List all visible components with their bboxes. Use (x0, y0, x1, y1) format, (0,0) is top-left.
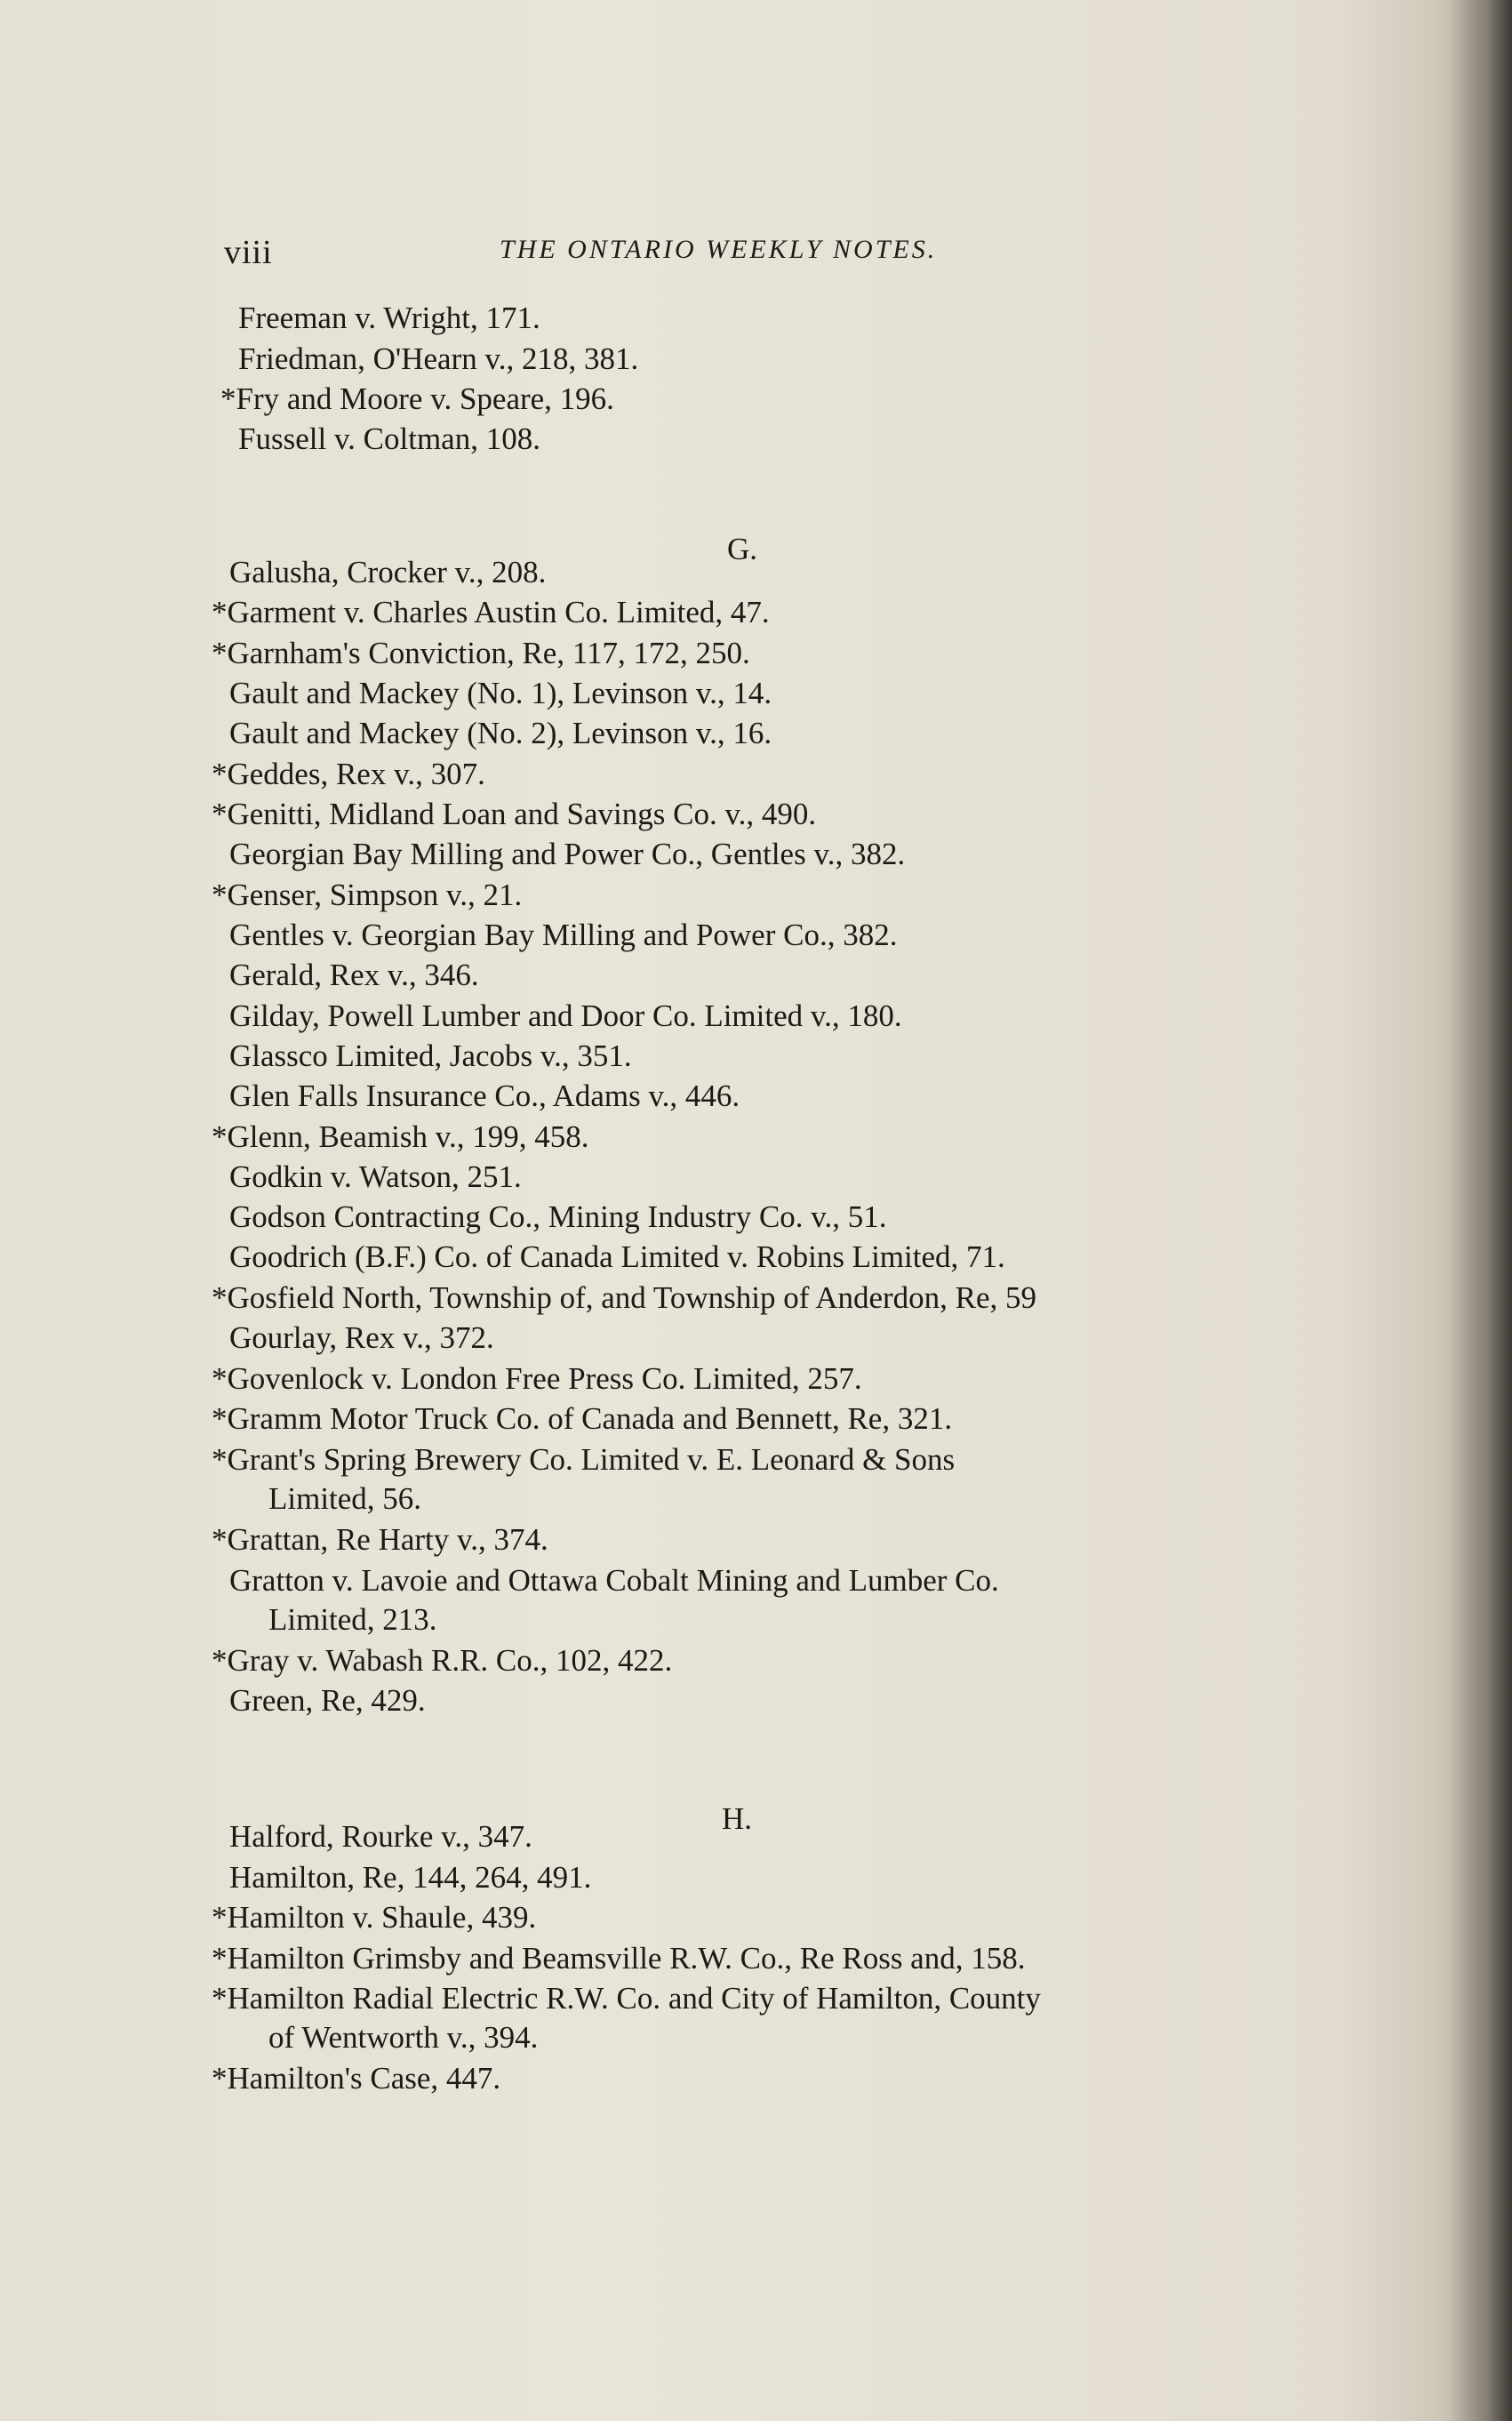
asterisk-mark: * (212, 878, 228, 912)
entry-line (229, 1563, 999, 1598)
index-entry (229, 1858, 591, 1897)
index-entry (229, 835, 905, 874)
entry-line (238, 341, 638, 376)
entry-text: Garment v. Charles Austin Co. Limited, 47. (227, 595, 770, 629)
entry-text: Grattan, Re Harty v., 374. (227, 1522, 548, 1557)
entry-line (229, 1038, 632, 1073)
entry-text: Godson Contracting Co., Mining Industry Co. v., 51. (229, 1199, 887, 1234)
entry-text: Godkin v. Watson, 251. (229, 1159, 522, 1194)
index-entry (229, 956, 479, 995)
asterisk-mark: * (212, 1981, 228, 2016)
entry-text: Gramm Motor Truck Co. of Canada and Bennett, Re, 321. (227, 1401, 953, 1436)
asterisk-mark: * (212, 1442, 228, 1477)
entry-line (229, 676, 772, 710)
asterisk-mark: * (212, 757, 228, 791)
entry-text: Gourlay, Rex v., 372. (229, 1320, 494, 1355)
entry-line (212, 1900, 536, 1935)
section-letter-g: G. (727, 532, 758, 566)
entry-line (212, 636, 750, 670)
entry-text: Hamilton Grimsby and Beamsville R.W. Co., Re Ross and, 158. (227, 1941, 1026, 1976)
asterisk-mark: * (212, 2061, 228, 2096)
index-entry (212, 1399, 952, 1439)
page-header (224, 233, 1273, 277)
entry-text: Fussell v. Coltman, 108. (238, 421, 540, 456)
entry-line (229, 837, 905, 871)
entry-line (229, 1819, 532, 1854)
index-entry (229, 674, 772, 713)
index-entry (212, 876, 522, 915)
index-entry (212, 1939, 1025, 1978)
entry-line (229, 958, 479, 992)
entry-line (229, 1159, 522, 1194)
asterisk-mark: * (212, 1361, 228, 1396)
entry-line (212, 878, 522, 912)
entry-text: Georgian Bay Milling and Power Co., Gentles v., 382. (229, 837, 906, 871)
entry-text: Green, Re, 429. (229, 1683, 426, 1718)
index-entry (212, 1520, 548, 1559)
asterisk-mark: * (212, 636, 228, 670)
entry-line (212, 1280, 1036, 1315)
entry-line (229, 1860, 591, 1895)
index-entry (229, 1319, 494, 1358)
index-entry (229, 1198, 887, 1237)
index-entry (212, 634, 750, 673)
index-entry (238, 340, 638, 379)
index-entry (229, 1238, 1005, 1277)
entry-text: Hamilton v. Shaule, 439. (227, 1900, 537, 1935)
entry-text: Gault and Mackey (No. 1), Levinson v., 14. (229, 676, 772, 710)
entry-text: Gray v. Wabash R.R. Co., 102, 422. (227, 1643, 673, 1678)
entry-line (212, 1361, 862, 1396)
entry-text: Geddes, Rex v., 307. (227, 757, 485, 791)
index-entry (212, 2059, 500, 2098)
entry-line (212, 757, 485, 791)
entry-text: Glen Falls Insurance Co., Adams v., 446. (229, 1078, 740, 1113)
index-entry (229, 1817, 532, 1856)
index-entry (229, 1681, 426, 1720)
entry-text: Goodrich (B.F.) Co. of Canada Limited v. Robins Limited, 71. (229, 1239, 1005, 1274)
entry-continuation: Limited, 56. (268, 1481, 422, 1516)
entry-line (229, 555, 546, 589)
entry-line (220, 381, 614, 416)
index-entry (238, 420, 540, 459)
spine-shadow (1450, 0, 1512, 2421)
asterisk-mark: * (212, 1522, 228, 1557)
entry-text: Gerald, Rex v., 346. (229, 958, 479, 992)
index-entry (212, 1359, 862, 1399)
entry-line (229, 998, 902, 1033)
index-entry (212, 1279, 1036, 1318)
index-entry (229, 916, 897, 955)
index-entry (229, 1561, 999, 1639)
index-entry (212, 1979, 1041, 2057)
entry-line (212, 1981, 1041, 2016)
entry-line (229, 1239, 1005, 1274)
entry-text: Fry and Moore v. Speare, 196. (236, 381, 614, 416)
section-letter-h: H. (722, 1801, 753, 1836)
entry-text: Gault and Mackey (No. 2), Levinson v., 16. (229, 716, 772, 750)
entry-text: Genitti, Midland Loan and Savings Co. v., 490. (227, 797, 817, 831)
entry-line (212, 1401, 952, 1436)
asterisk-mark: * (212, 595, 228, 629)
asterisk-mark: * (212, 1941, 228, 1976)
asterisk-mark: * (220, 381, 236, 416)
index-entry (229, 1158, 522, 1197)
index-entry (238, 299, 540, 338)
page-number: viii (224, 234, 273, 271)
entry-continuation: Limited, 213. (268, 1602, 437, 1637)
index-entry (212, 1118, 589, 1157)
entry-text: Grant's Spring Brewery Co. Limited v. E. Leonard & Sons (227, 1442, 956, 1477)
entry-text: Hamilton, Re, 144, 264, 491. (229, 1860, 592, 1895)
index-entry (212, 1641, 672, 1680)
asterisk-mark: * (212, 1900, 228, 1935)
entry-text: Gilday, Powell Lumber and Door Co. Limited v., 180. (229, 998, 902, 1033)
index-entry (229, 553, 546, 592)
entry-text: Galusha, Crocker v., 208. (229, 555, 547, 589)
entry-text: Govenlock v. London Free Press Co. Limited, 257. (227, 1361, 862, 1396)
entry-line (212, 1442, 955, 1477)
asterisk-mark: * (212, 1643, 228, 1678)
entry-line (229, 1199, 887, 1234)
entry-text: Hamilton Radial Electric R.W. Co. and City of Hamilton, County (227, 1981, 1041, 2016)
entry-text: Halford, Rourke v., 347. (229, 1819, 532, 1854)
index-entry (212, 1898, 536, 1937)
entry-text: Hamilton's Case, 447. (227, 2061, 501, 2096)
entry-text: Freeman v. Wright, 171. (238, 301, 540, 335)
entry-text: Garnham's Conviction, Re, 117, 172, 250. (227, 636, 750, 670)
index-entry (212, 795, 816, 834)
index-entry (229, 714, 772, 753)
entry-line (229, 918, 897, 952)
index-entry (220, 380, 614, 419)
entry-text: Gosfield North, Township of, and Township of Anderdon, Re, 59 (227, 1280, 1037, 1315)
asterisk-mark: * (212, 1280, 228, 1315)
entry-line (212, 1522, 548, 1557)
entry-text: Genser, Simpson v., 21. (227, 878, 523, 912)
running-title: THE ONTARIO WEEKLY NOTES. (500, 235, 938, 264)
entry-line (212, 1119, 589, 1154)
entry-line (229, 716, 772, 750)
entry-line (229, 1078, 740, 1113)
index-entry (229, 1077, 740, 1116)
entry-line (212, 1643, 672, 1678)
index-entry (229, 1037, 632, 1076)
entry-line (212, 797, 816, 831)
entry-text: Glassco Limited, Jacobs v., 351. (229, 1038, 632, 1073)
index-entry (229, 997, 902, 1036)
index-entry (212, 755, 485, 794)
entry-text: Glenn, Beamish v., 199, 458. (227, 1119, 589, 1154)
entry-line (229, 1683, 426, 1718)
entry-text: Gentles v. Georgian Bay Milling and Power Co., 382. (229, 918, 898, 952)
entry-line (238, 301, 540, 335)
index-entry (212, 1440, 955, 1519)
entry-line (212, 2061, 500, 2096)
index-entry (212, 593, 770, 632)
asterisk-mark: * (212, 1401, 228, 1436)
entry-text: Gratton v. Lavoie and Ottawa Cobalt Mining and Lumber Co. (229, 1563, 999, 1598)
entry-line (238, 421, 540, 456)
asterisk-mark: * (212, 797, 228, 831)
asterisk-mark: * (212, 1119, 228, 1154)
entry-line (229, 1320, 494, 1355)
entry-line (212, 1941, 1025, 1976)
entry-line (212, 595, 770, 629)
entry-text: Friedman, O'Hearn v., 218, 381. (238, 341, 639, 376)
entry-continuation: of Wentworth v., 394. (268, 2020, 539, 2055)
